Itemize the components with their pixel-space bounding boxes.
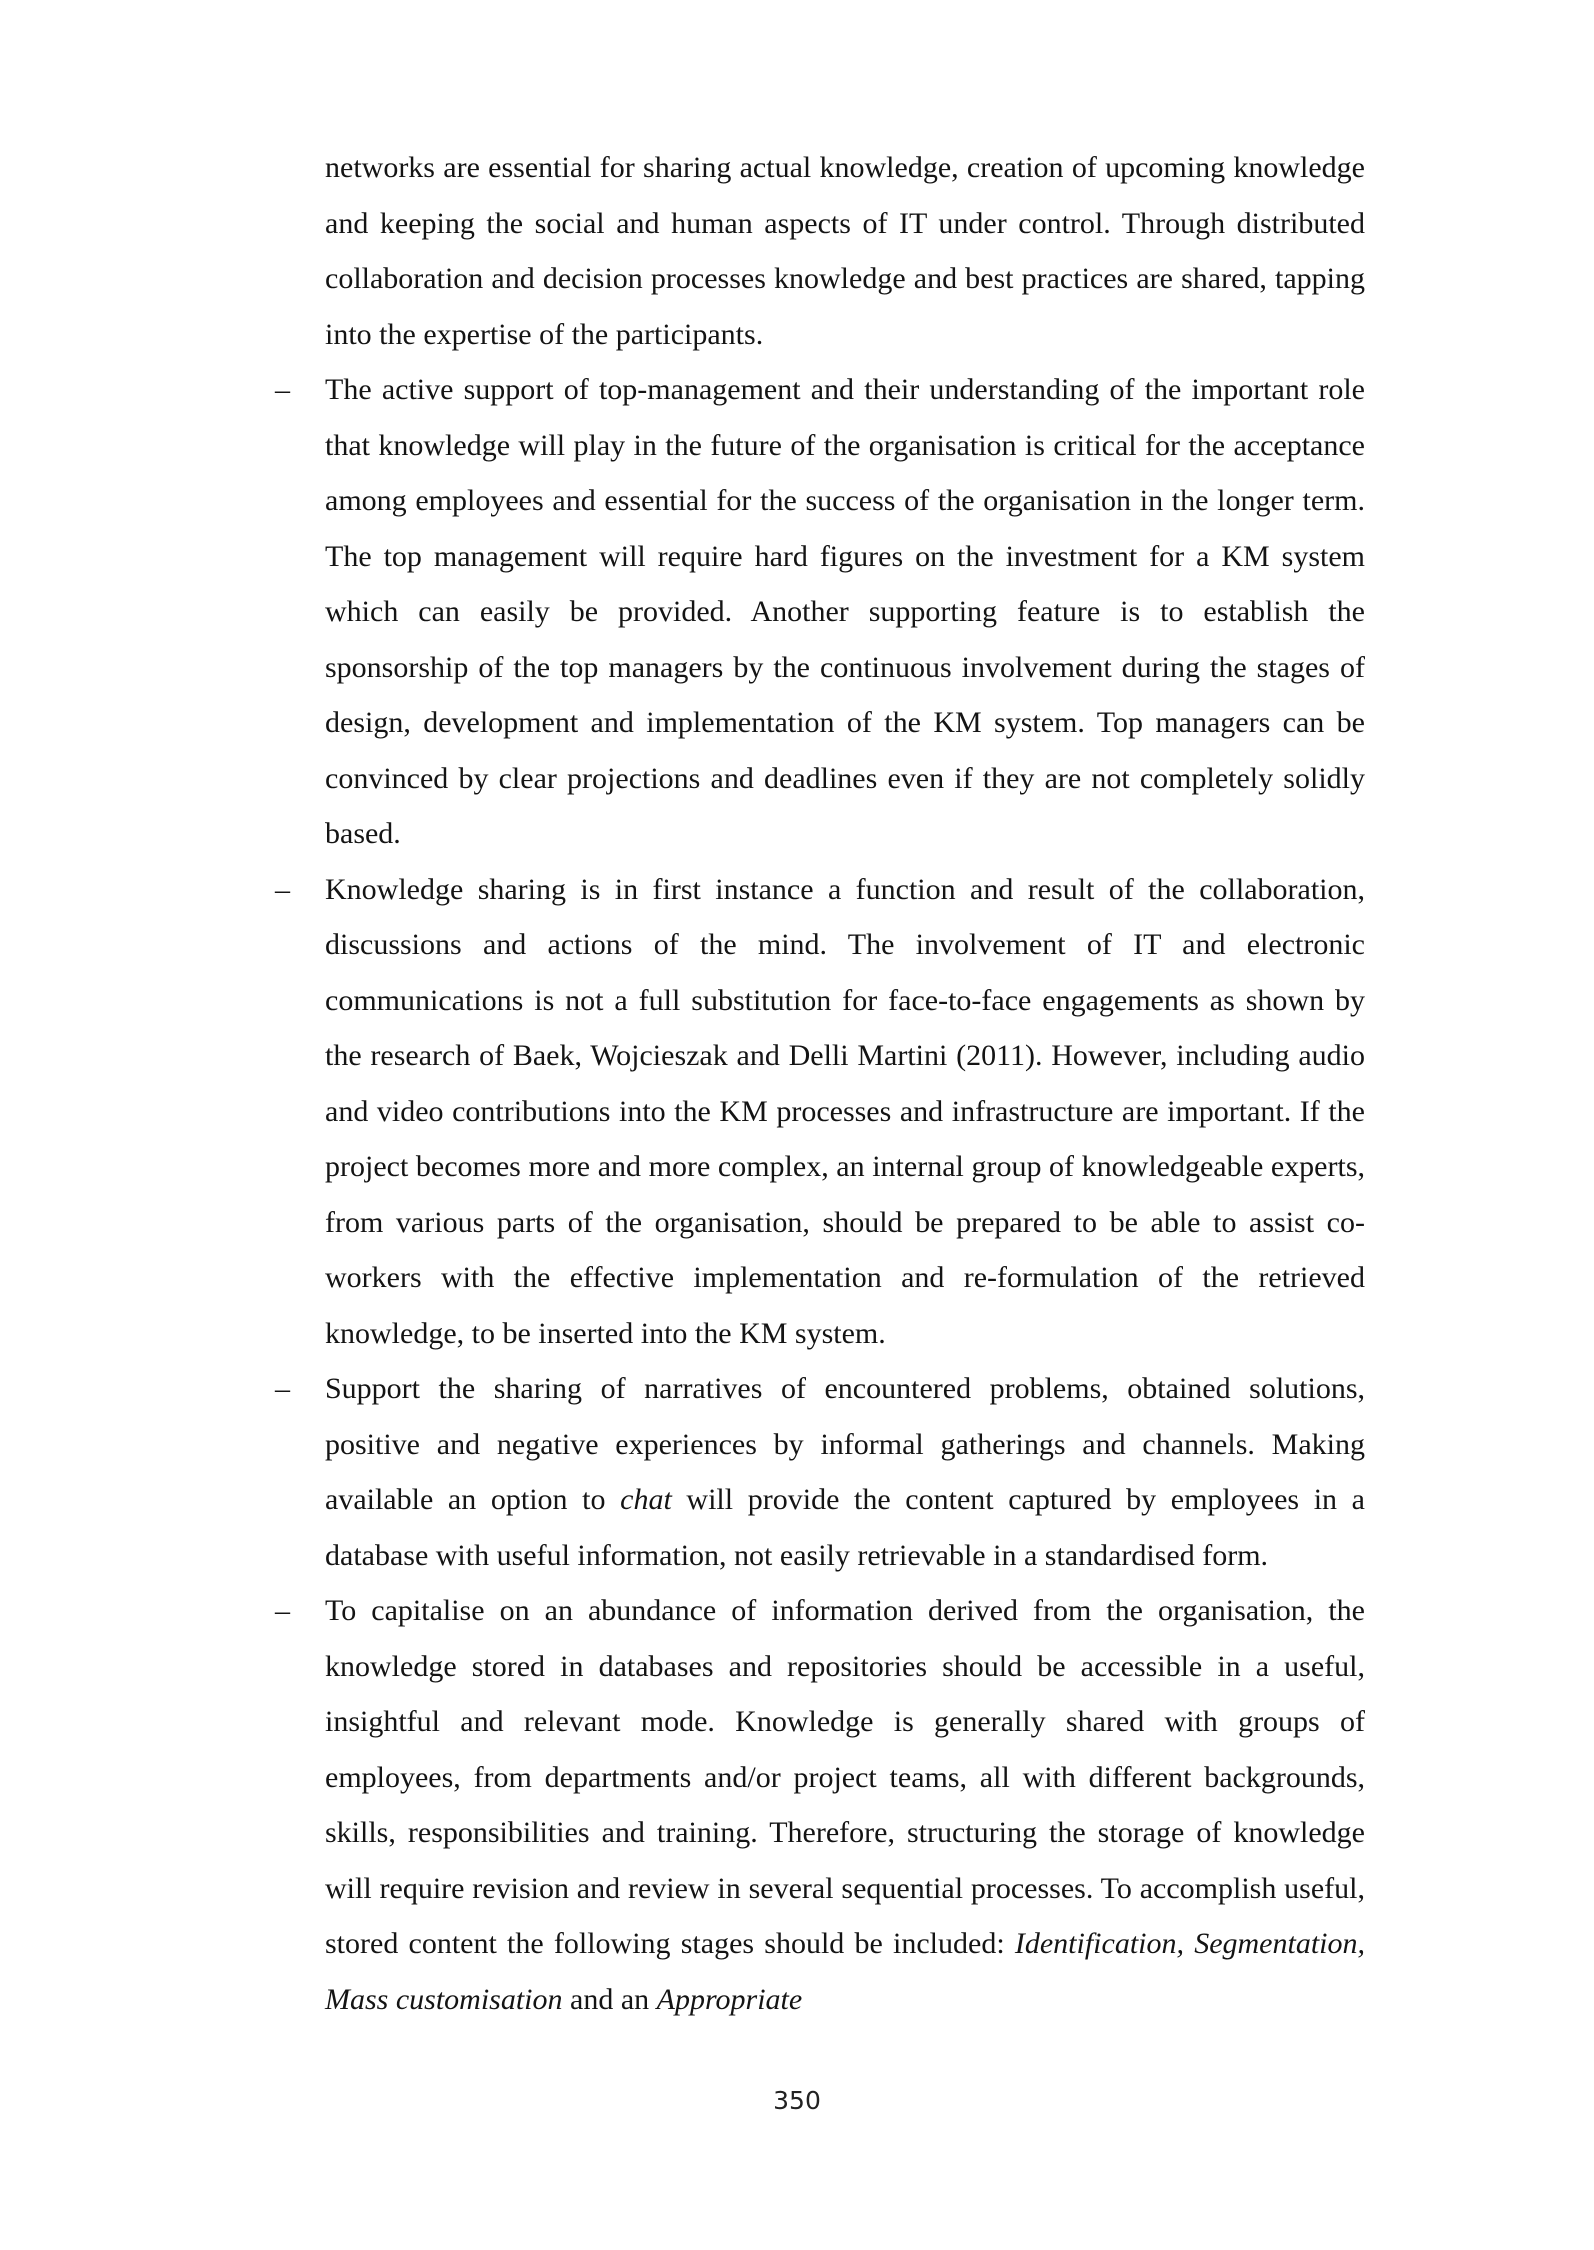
page-number: 350 (773, 2086, 821, 2115)
bullet-dash: – (275, 373, 290, 406)
list-item (275, 1583, 1365, 2027)
list-item (275, 1361, 1365, 1583)
italic-term: chat (620, 1483, 672, 1516)
bullet-dash: – (275, 872, 290, 906)
italic-term: Appropriate (656, 1982, 803, 2016)
continuation-paragraph: networks are essential for sharing actual knowledge, creation of upcoming knowledge and keeping the social and human aspects of IT under control. Through distributed collaboration and decision processes knowledge and best practices are shared, tapping into the expertise of the participants. (325, 151, 1365, 351)
text-segment: will provide the content captured by employees in a database with useful information, not easily retrievable in a standardised form. (325, 1483, 1365, 1572)
list-item-text: The active support of top-management and their understanding of the important role that knowledge will play in the future of the organisation is critical for the acceptance among employees and essential for the success of the organisation in the longer term. The top management will require hard figures on the investment for a KM system which can easily be provided. Another supporting feature is to establish the sponsorship of the top managers by the continuous involvement during the stages of design, development and implementation of the KM system. Top managers can be convinced by clear projections and deadlines even if they are not completely solidly based. (325, 373, 1365, 850)
list-item (275, 362, 1365, 862)
bullet-dash: – (275, 1594, 290, 1627)
text-segment: To capitalise on an abundance of information derived from the organisation, the knowledge stored in databases and repositories should be accessible in a useful, insightful and relevant mode. Knowledge is generally shared with groups of employees, from departments and/or project teams, all with different backgrounds, skills, responsibilities and training. Therefore, structuring the storage of knowledge will require revision and review in several sequential processes. To accomplish useful, stored content the following stages should be included: (325, 1594, 1365, 1960)
list-item-text: Knowledge sharing is in first instance a function and result of the collaboration, discussions and actions of the mind. The involvement of IT and electronic communications is not a full substitution for face-to-face engagements as shown by the research of Baek, Wojcieszak and Delli Martini (2011). However, including audio and video contributions into the KM processes and infrastructure are important. If the project becomes more and more complex, an internal group of knowledgeable experts, from various parts of the organisation, should be prepared to be able to assist co-workers with the effective implementation and re-formulation of the retrieved knowledge, to be inserted into the KM system. (325, 872, 1365, 1350)
text-segment: and an (562, 1982, 657, 2016)
list-item-text (325, 1361, 1365, 1583)
list-item (275, 862, 1365, 1362)
bullet-dash: – (275, 1372, 290, 1405)
text-segment: Support the sharing of narratives of encountered problems, obtained solutions, positive and negative experiences by informal gatherings and channels. Making available an option to (325, 1372, 1365, 1516)
italic-term: Identification, Segmentation, Mass customisation (325, 1927, 1365, 2016)
body-text (275, 140, 1365, 2027)
list-item-text (325, 1583, 1365, 2027)
